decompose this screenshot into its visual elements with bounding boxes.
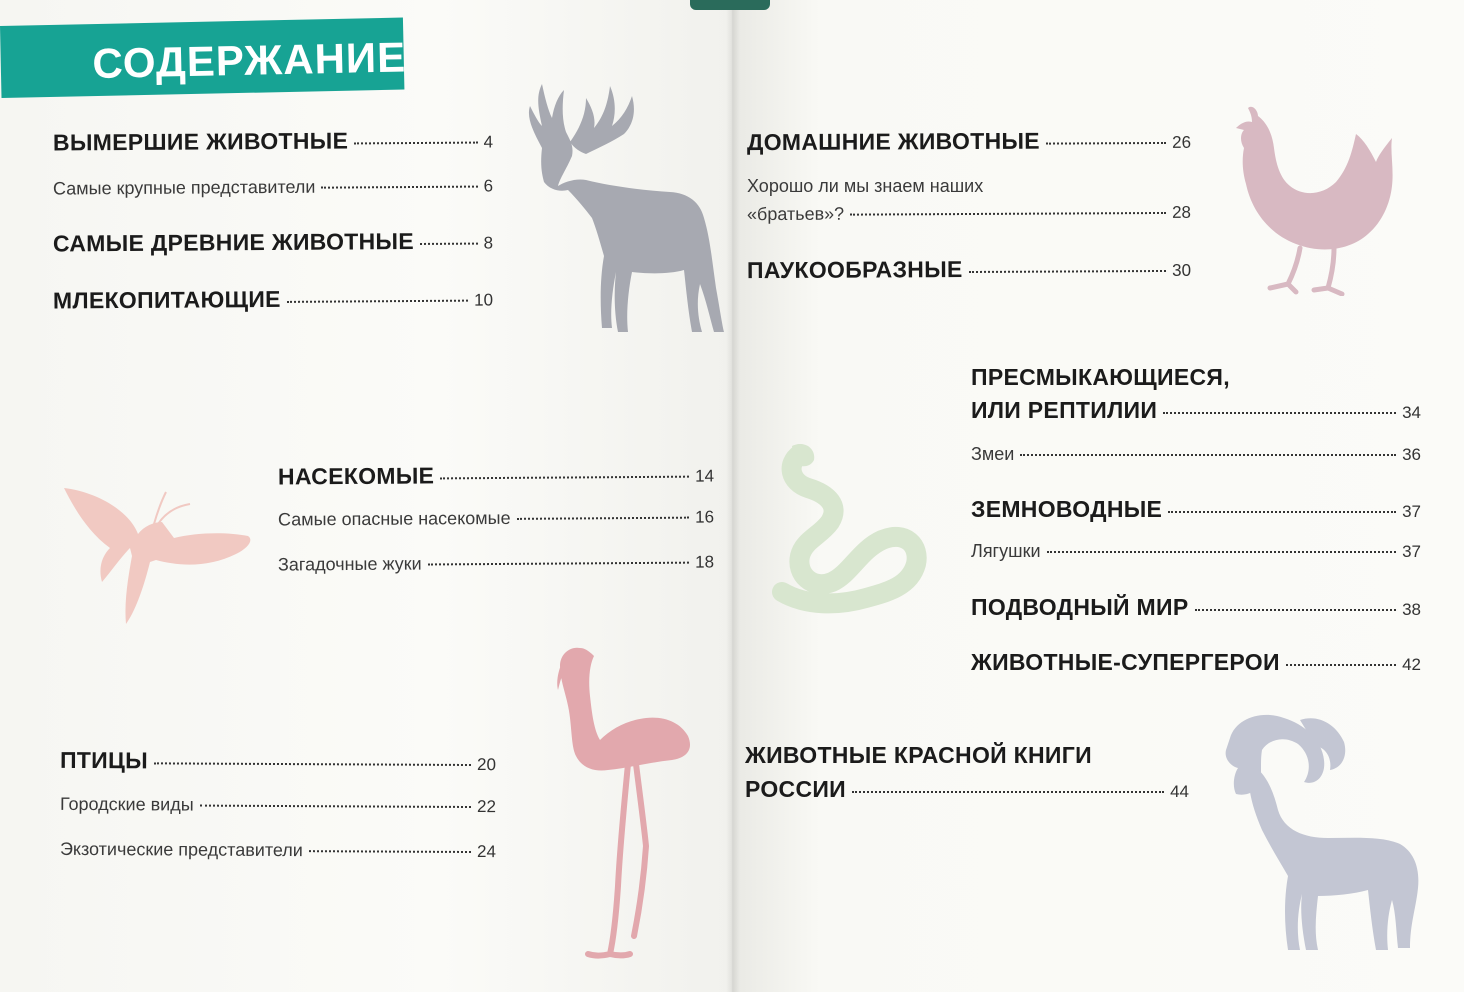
entry-label: Загадочные жуки [277,553,422,575]
dot-leader [309,850,471,853]
toc-entry-redbook[interactable] [745,776,1189,803]
entry-page: 24 [477,842,497,862]
dot-leader [850,212,1166,216]
toc-entry-amphibians[interactable] [971,496,1421,523]
entry-label: «братьев»? [746,203,845,225]
entry-label: ПТИЦЫ [59,746,149,774]
entry-page: 4 [483,132,494,152]
entry-page: 26 [1172,132,1192,152]
dot-leader [517,517,690,520]
toc-entry-domestic[interactable] [747,127,1191,156]
entry-page: 6 [483,176,494,196]
toc-entry-snakes[interactable] [971,444,1421,465]
deer-silhouette-icon [520,78,725,336]
dot-leader [354,142,477,145]
dot-leader [321,186,477,189]
toc-entry-superheroes[interactable] [971,649,1421,676]
book-gutter [726,0,740,992]
entry-label: ЗЕМНОВОДНЫЕ [971,496,1163,522]
entry-page: 37 [1402,502,1421,521]
entry-label: ПОДВОДНЫЙ МИР [971,594,1189,620]
dot-leader [420,243,478,245]
toc-entry-mammals[interactable] [53,284,493,314]
entry-page: 22 [477,797,497,817]
ram-silhouette-icon [1214,710,1424,958]
entry-label: Экзотические представители [59,838,303,861]
page-title: СОДЕРЖАНИЕ [92,33,407,87]
entry-page: 36 [1402,445,1421,464]
entry-label: Лягушки [971,541,1041,561]
cover-edge [690,0,770,10]
toc-entry-arachnids[interactable] [747,255,1191,284]
entry-label: РОССИИ [745,776,847,802]
entry-page: 44 [1170,782,1189,801]
entry-page: 38 [1402,600,1421,619]
dot-leader [428,562,689,566]
toc-entry-urban[interactable] [60,794,496,817]
dot-leader [1163,412,1396,414]
toc-entry-dangerous[interactable] [278,506,714,530]
dot-leader [440,476,689,480]
toc-entry-insects[interactable] [278,460,714,490]
dot-leader [1286,664,1396,666]
entry-page: 34 [1402,403,1421,422]
entry-label: САМЫЕ ДРЕВНИЕ ЖИВОТНЫЕ [52,228,415,257]
toc-entry-brothers-line1: Хорошо ли мы знаем наших [747,176,984,196]
hen-silhouette-icon [1230,98,1398,296]
entry-label: Самые крупные представители [52,176,316,199]
entry-page: 30 [1172,260,1192,280]
snake-silhouette-icon [764,442,936,618]
toc-entry-largest[interactable] [53,175,493,199]
dot-leader [154,762,471,766]
entry-label: Самые опасные насекомые [277,507,511,530]
entry-label: НАСЕКОМЫЕ [277,462,435,490]
entry-page: 10 [474,290,494,310]
dot-leader [1047,551,1397,553]
entry-label: ЖИВОТНЫЕ-СУПЕРГЕРОИ [971,649,1280,675]
dot-leader [1168,511,1396,513]
toc-entry-exotic[interactable] [60,839,496,862]
entry-page: 14 [695,466,715,486]
entry-label: ВЫМЕРШИЕ ЖИВОТНЫЕ [52,127,349,156]
flamingo-silhouette-icon [548,636,698,962]
entry-label: Змеи [971,444,1015,464]
dot-leader [852,791,1164,793]
dot-leader [1195,609,1397,611]
dot-leader [287,300,468,303]
dot-leader [200,805,471,808]
dot-leader [1046,142,1166,145]
entry-page: 28 [1172,202,1192,222]
dot-leader [969,270,1166,273]
entry-page: 42 [1402,655,1421,674]
toc-entry-reptiles-line1: ПРЕСМЫКАЮЩИЕСЯ, [971,364,1230,390]
entry-page: 8 [483,233,494,253]
toc-entry-underwater[interactable] [971,594,1421,621]
entry-page: 20 [477,755,497,775]
toc-entry-extinct[interactable] [53,126,493,156]
dot-leader [1020,454,1396,456]
entry-label: МЛЕКОПИТАЮЩИЕ [52,285,281,314]
toc-entry-ancient[interactable] [53,227,493,257]
toc-entry-birds[interactable] [60,747,496,776]
toc-entry-frogs[interactable] [971,541,1421,562]
entry-page: 18 [695,552,715,572]
entry-page: 16 [695,507,715,527]
toc-entry-beetles[interactable] [278,551,714,575]
toc-entry-redbook-line1: ЖИВОТНЫЕ КРАСНОЙ КНИГИ [745,742,1092,768]
entry-label: ИЛИ РЕПТИЛИИ [971,397,1158,423]
moth-silhouette-icon [58,482,258,628]
entry-label: ДОМАШНИЕ ЖИВОТНЫЕ [746,127,1040,156]
entry-label: ПАУКООБРАЗНЫЕ [746,256,963,284]
entry-page: 37 [1402,542,1421,561]
toc-entry-brothers[interactable] [747,202,1191,225]
toc-entry-reptiles[interactable] [971,397,1421,424]
entry-label: Городские виды [59,793,194,815]
